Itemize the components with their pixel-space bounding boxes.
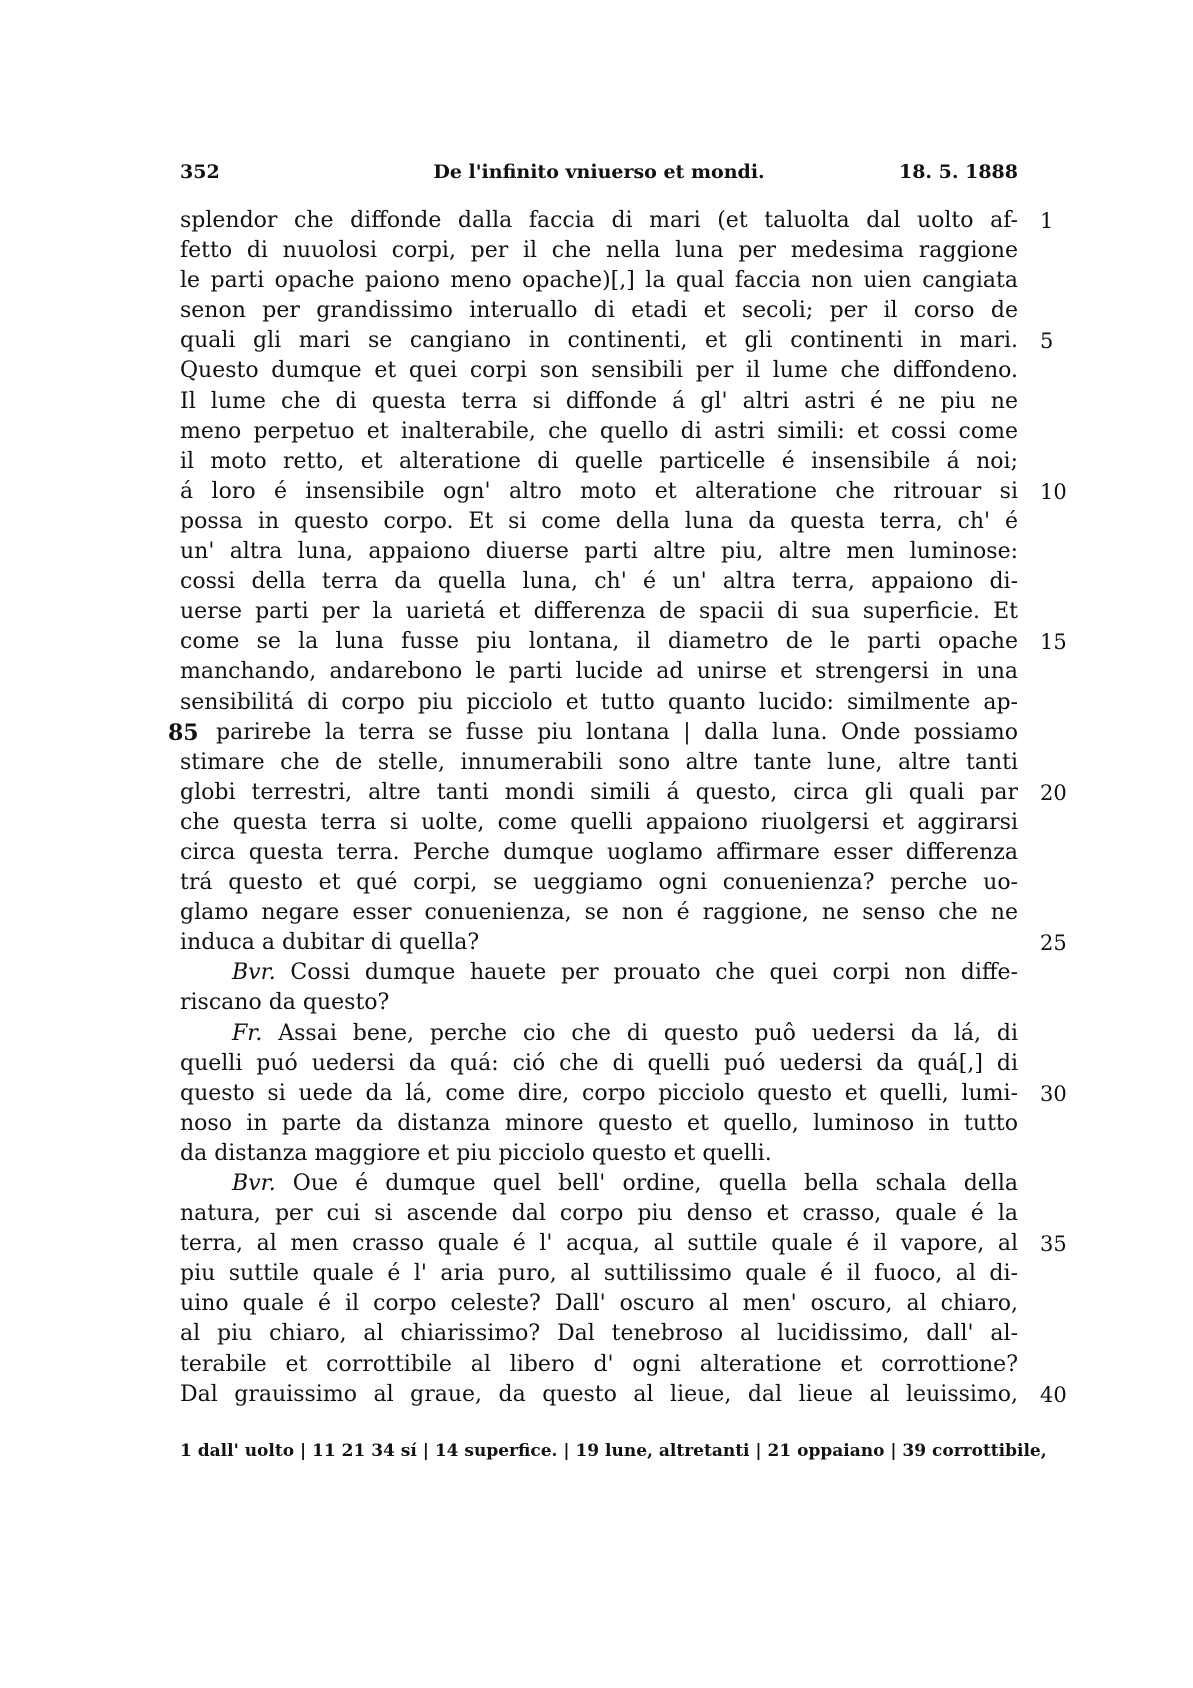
line-text: [180, 597, 1018, 627]
text-line: [180, 657, 1018, 687]
line-number: 5: [1040, 329, 1054, 354]
line-text: [180, 206, 1018, 236]
line-text: [180, 657, 1018, 687]
line-content: un' altra luna, appaiono diuerse parti altre piu, altre men luminose:: [180, 539, 1018, 565]
line-content: noso in parte da distanza minore questo et quello, luminoso in tutto: [180, 1110, 1018, 1136]
text-line: [180, 1019, 1018, 1049]
page-number: 352: [180, 161, 220, 183]
line-content: Il lume che di questa terra si diffonde á gl' altri astri é ne piu ne: [180, 388, 1018, 414]
line-text: [180, 958, 1018, 988]
line-content: Cossi dumque hauete per prouato che quei corpi non diffe-: [290, 960, 1018, 986]
line-content: uerse parti per la uarietá et differenza de spacii di sua superficie. Et: [180, 599, 1018, 625]
line-content: il moto retto, et alteratione di quelle particelle é insensibile á noi;: [180, 448, 1018, 474]
line-text: [180, 1199, 1018, 1229]
line-number: 1: [1040, 209, 1054, 233]
text-line: [180, 597, 1018, 627]
line-content: terabile et corrottibile al libero d' ogni alteratione et corrottione?: [180, 1351, 1018, 1377]
line-text: [180, 236, 1018, 266]
line-text: [180, 266, 1018, 296]
text-line: [180, 1139, 1018, 1169]
line-text: [180, 296, 1018, 326]
line-content: quelli puó uedersi da quá: ció che di quelli puó uedersi da quá[,] di: [180, 1050, 1018, 1076]
text-line: [180, 326, 1054, 356]
line-content: questo si uede da lá, come dire, corpo picciolo questo et quelli, lumi-: [180, 1080, 1018, 1106]
line-text: [180, 326, 1018, 356]
line-content: al piu chiaro, al chiarissimo? Dal tenebroso al lucidissimo, dall' al-: [180, 1321, 1018, 1347]
line-text: [180, 1109, 1018, 1139]
line-content: uino quale é il corpo celeste? Dall' oscuro al men' oscuro, al chiaro,: [180, 1291, 1018, 1317]
line-content: splendor che diffonde dalla faccia di mari (et taluolta dal uolto af-: [180, 208, 1018, 233]
line-content: piu suttile quale é l' aria puro, al suttilissimo quale é il fuoco, al di-: [180, 1261, 1018, 1287]
line-text: [180, 928, 1018, 958]
text-line: [180, 1199, 1018, 1229]
text-line: [180, 778, 1067, 808]
line-content: come se la luna fusse piu lontana, il diametro de le parti opache: [180, 629, 1018, 655]
text-line: [180, 748, 1018, 778]
text-line: [180, 296, 1018, 326]
running-title: De l'infinito vniuerso et mondi.: [433, 161, 765, 183]
text-line: [180, 1289, 1018, 1319]
text-line: [180, 928, 1067, 958]
line-text: [180, 507, 1018, 537]
text-line: [180, 1229, 1067, 1259]
text-line: [180, 387, 1018, 417]
line-text: [180, 718, 1018, 748]
line-content: riscano da questo?: [180, 990, 390, 1016]
speaker-name: Bvr.: [232, 960, 291, 986]
line-number: 25: [1040, 931, 1067, 956]
line-text: [180, 1350, 1018, 1380]
text-line: [180, 1259, 1018, 1289]
text-line: [180, 567, 1018, 597]
line-text: [180, 1049, 1018, 1079]
main-text: [168, 206, 1067, 1410]
line-number: 35: [1040, 1232, 1067, 1257]
line-text: [180, 778, 1018, 808]
header-date: 18. 5. 1888: [898, 161, 1018, 183]
line-number: 20: [1040, 780, 1067, 805]
text-line: [180, 1079, 1067, 1109]
line-number: 30: [1040, 1081, 1067, 1106]
text-line: [180, 537, 1018, 567]
line-content: trá questo et qué corpi, se ueggiamo ogni conuenienza? perche uo-: [180, 870, 1018, 896]
text-line: [180, 808, 1018, 838]
line-content: globi terrestri, altre tanti mondi simili á questo, circa gli quali par: [180, 779, 1018, 805]
line-content: Questo dumque et quei corpi son sensibili per il lume che diffondeno.: [180, 358, 1018, 384]
line-content: da distanza maggiore et piu picciolo questo et quelli.: [180, 1140, 772, 1166]
text-line: [180, 236, 1018, 266]
line-text: [180, 477, 1018, 507]
line-content: Dal grauissimo al graue, da questo al lieue, dal lieue al leuissimo,: [180, 1381, 1018, 1407]
line-content: parirebe la terra se fusse piu lontana | dalla luna. Onde possiamo: [216, 719, 1018, 745]
line-content: terra, al men crasso quale é l' acqua, al suttile quale é il vapore, al: [180, 1231, 1018, 1257]
text-line: [180, 417, 1018, 447]
line-content: glamo negare esser conuenienza, se non é raggione, ne senso che ne: [180, 900, 1018, 926]
line-content: á loro é insensibile ogn' altro moto et alteratione che ritrouar si: [180, 478, 1018, 504]
line-content: le parti opache paiono meno opache)[,] la qual faccia non uien cangiata: [180, 268, 1018, 294]
line-text: [180, 627, 1018, 657]
line-text: [180, 1139, 1018, 1169]
text-line: [180, 356, 1018, 386]
line-text: [180, 1169, 1018, 1199]
line-content: possa in questo corpo. Et si come della luna da questa terra, ch' é: [180, 508, 1018, 534]
text-line: [180, 206, 1054, 236]
line-text: [180, 387, 1018, 417]
text-line: [180, 627, 1067, 657]
line-content: circa questa terra. Perche dumque uoglamo affirmare esser differenza: [180, 839, 1018, 865]
line-text: [180, 748, 1018, 778]
text-line: [180, 958, 1018, 988]
line-number: 15: [1040, 630, 1067, 655]
text-line: [180, 447, 1018, 477]
text-line: [180, 688, 1018, 718]
line-text: [180, 1289, 1018, 1319]
line-text: [180, 417, 1018, 447]
line-content: manchando, andarebono le parti lucide ad unirse et strengersi in una: [180, 659, 1018, 685]
line-text: [180, 1079, 1018, 1109]
line-content: stimare che de stelle, innumerabili sono altre tante lune, altre tanti: [180, 749, 1018, 775]
line-text: [180, 356, 1018, 386]
line-content: che questa terra si uolte, come quelli appaiono riuolgersi et aggirarsi: [180, 809, 1018, 835]
critical-apparatus-footnote: 1 dall' uolto | 11 21 34 sí | 14 superfice. | 19 lune, altretanti | 21 oppaiano | 39 corrottibile,: [180, 1441, 1047, 1461]
text-line: [180, 1169, 1018, 1199]
line-number: 10: [1040, 479, 1067, 504]
line-text: [180, 567, 1018, 597]
line-text: [180, 1259, 1018, 1289]
line-text: [180, 1229, 1018, 1259]
line-content: senon per grandissimo interuallo di etadi et secoli; per il corso de: [180, 298, 1018, 324]
line-text: [180, 447, 1018, 477]
line-text: [180, 1380, 1018, 1410]
line-content: cossi della terra da quella luna, ch' é un' altra terra, appaiono di-: [180, 569, 1018, 595]
text-line: [168, 718, 1018, 748]
line-content: natura, per cui si ascende dal corpo piu denso et crasso, quale é la: [180, 1201, 1018, 1227]
line-number: 40: [1040, 1382, 1067, 1407]
text-line: [180, 898, 1018, 928]
text-line: [180, 988, 1018, 1018]
line-text: [180, 1019, 1018, 1049]
line-text: [180, 537, 1018, 567]
text-line: [180, 266, 1018, 296]
line-content: Assai bene, perche cio che di questo puô uedersi da lá, di: [278, 1020, 1018, 1046]
text-line: [180, 477, 1067, 507]
text-line: [180, 1049, 1018, 1079]
line-text: [180, 898, 1018, 928]
speaker-name: Bvr.: [232, 1171, 293, 1196]
margin-page-number: 85: [168, 719, 199, 746]
text-line: [180, 1319, 1018, 1349]
line-content: fetto di nuuolosi corpi, per il che nella luna per medesima raggione: [180, 238, 1018, 264]
line-text: [180, 838, 1018, 868]
line-content: sensibilitá di corpo piu picciolo et tutto quanto lucido: similmente ap-: [180, 689, 1018, 715]
running-header: [180, 161, 1018, 191]
line-text: [180, 688, 1018, 718]
text-line: [180, 1109, 1018, 1139]
text-line: [180, 507, 1018, 537]
line-text: [180, 988, 1018, 1018]
line-content: Oue é dumque quel bell' ordine, quella bella schala della: [292, 1171, 1018, 1196]
text-line: [180, 1350, 1018, 1380]
line-content: induca a dubitar di quella?: [180, 930, 480, 956]
line-text: [180, 868, 1018, 898]
line-text: [180, 808, 1018, 838]
text-line: [180, 838, 1018, 868]
line-text: [180, 1319, 1018, 1349]
line-content: quali gli mari se cangiano in continenti, et gli continenti in mari.: [180, 328, 1018, 354]
text-line: [180, 868, 1018, 898]
text-line: [180, 1380, 1067, 1410]
line-content: meno perpetuo et inalterabile, che quello di astri simili: et cossi come: [180, 418, 1018, 444]
speaker-name: Fr.: [232, 1020, 279, 1046]
